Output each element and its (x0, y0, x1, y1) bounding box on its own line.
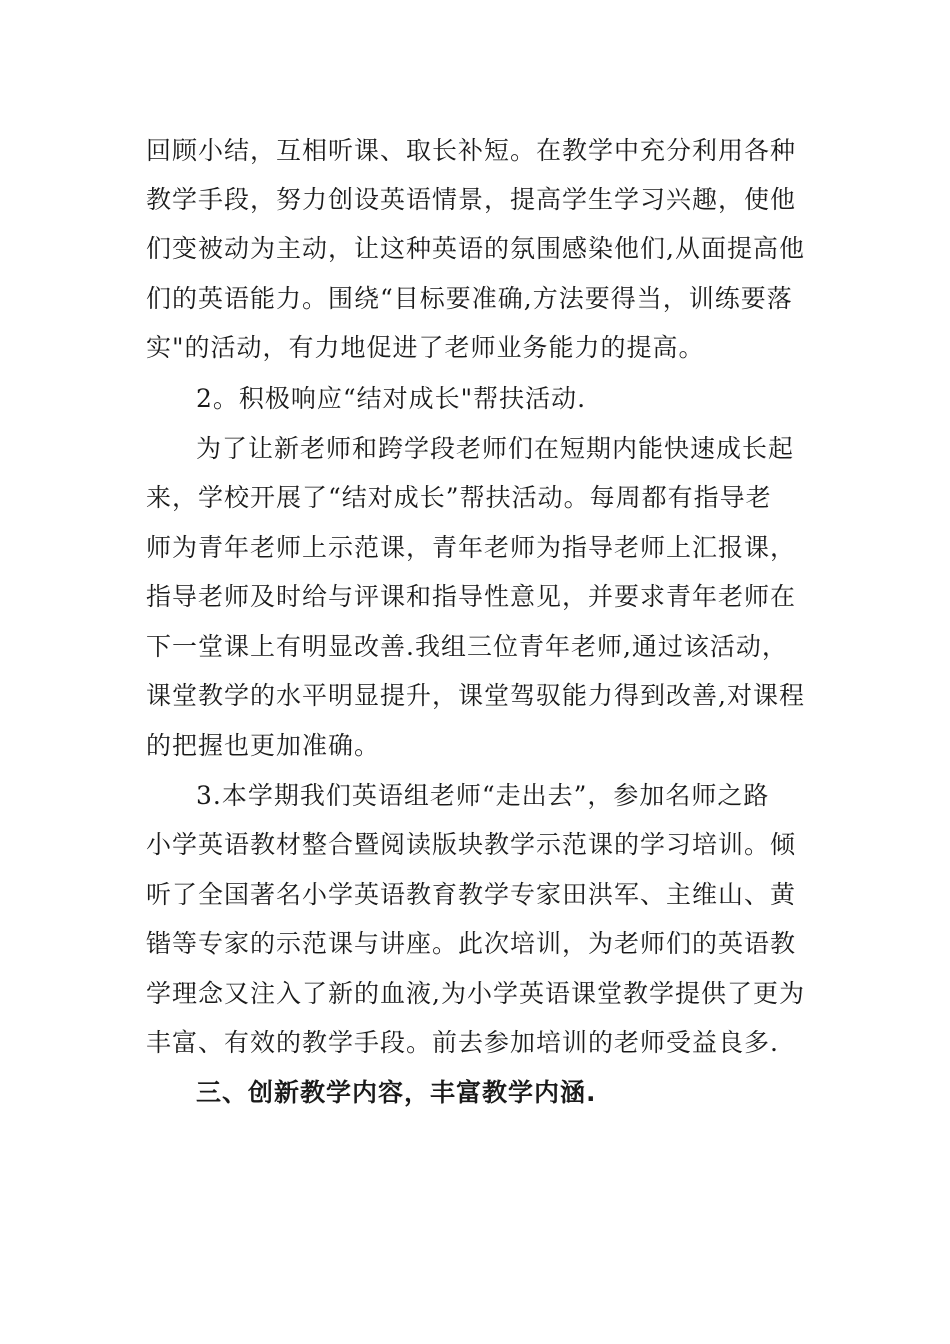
paragraph-line: 下一堂课上有明显改善.我组三位青年老师,通过该活动， (146, 632, 788, 661)
paragraph-line: 指导老师及时给与评课和指导性意见，并要求青年老师在 (146, 582, 797, 611)
paragraph-line: 教学手段，努力创设英语情景，提高学生学习兴趣，使他 (146, 185, 797, 214)
paragraph-line: 师为青年老师上示范课，青年老师为指导老师上汇报课， (146, 533, 797, 562)
paragraph-line: 丰富、有效的教学手段。前去参加培训的老师受益良多. (146, 1028, 779, 1057)
section-heading-2: 2。积极响应“结对成长"帮扶活动. (196, 384, 587, 413)
paragraph-line: 来，学校开展了“结对成长”帮扶活动。每周都有指导老 (146, 483, 772, 512)
paragraph-line: 学理念又注入了新的血液,为小学英语课堂教学提供了更为 (146, 979, 805, 1008)
paragraph-line: 3.本学期我们英语组老师“走出去”，参加名师之路 (196, 781, 770, 810)
paragraph-line: 课堂教学的水平明显提升，课堂驾驭能力得到改善,对课程 (146, 681, 805, 710)
paragraph-line: 回顾小结，互相听课、取长补短。在教学中充分利用各种 (146, 136, 797, 165)
paragraph-line: 们变被动为主动，让这种英语的氛围感染他们,从面提高他 (146, 234, 805, 263)
section-heading-3: 三、创新教学内容，丰富教学内涵. (196, 1078, 597, 1107)
paragraph-line: 的把握也更加准确。 (146, 731, 381, 760)
paragraph-line: 实"的活动，有力地促进了老师业务能力的提高。 (146, 333, 705, 362)
paragraph-line: 为了让新老师和跨学段老师们在短期内能快速成长起 (196, 434, 795, 463)
paragraph-line: 听了全国著名小学英语教育教学专家田洪军、主维山、黄 (146, 880, 797, 909)
paragraph-line: 们的英语能力。围绕“目标要准确,方法要得当，训练要落 (146, 284, 793, 313)
paragraph-line: 小学英语教材整合暨阅读版块教学示范课的学习培训。倾 (146, 830, 797, 859)
paragraph-line: 锴等专家的示范课与讲座。此次培训，为老师们的英语教 (146, 929, 797, 958)
